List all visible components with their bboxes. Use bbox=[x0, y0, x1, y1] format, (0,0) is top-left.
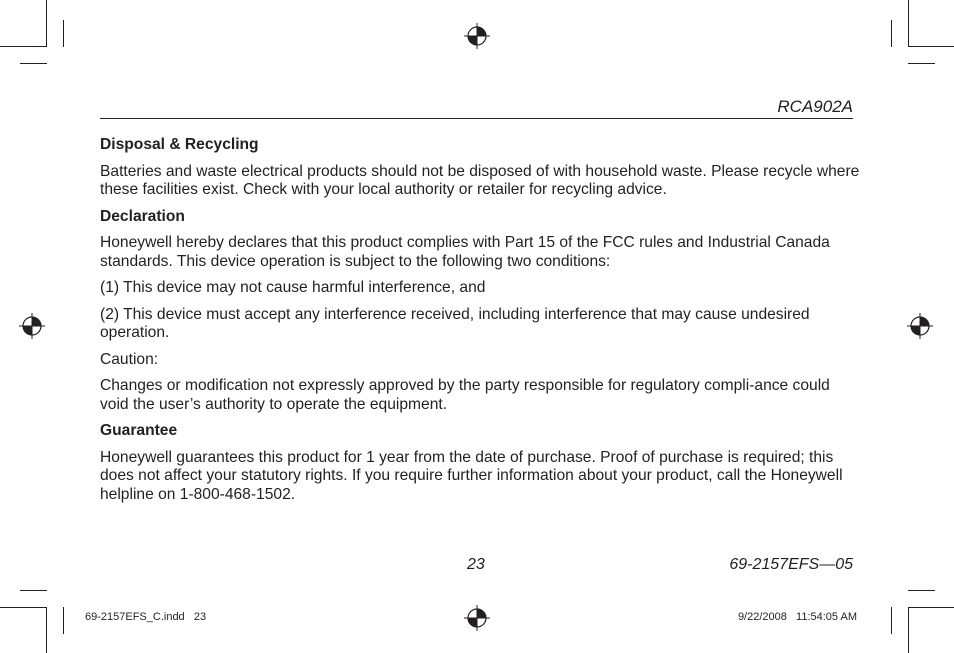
crop-mark bbox=[63, 20, 64, 47]
crop-mark bbox=[891, 20, 892, 47]
crop-mark bbox=[46, 0, 47, 47]
slug-filename: 69-2157EFS_C.indd 23 bbox=[85, 611, 207, 623]
page-number: 23 bbox=[467, 556, 485, 573]
slug-timestamp: 9/22/2008 11:54:05 AM bbox=[737, 611, 857, 623]
registration-mark-icon bbox=[464, 605, 490, 631]
crop-mark bbox=[0, 46, 46, 47]
crop-mark bbox=[908, 63, 935, 64]
registration-mark-icon bbox=[464, 23, 490, 49]
document-number: 69-2157EFS—05 bbox=[729, 556, 853, 573]
crop-mark bbox=[908, 46, 954, 47]
crop-mark bbox=[891, 607, 892, 634]
crop-mark bbox=[63, 607, 64, 634]
section-heading-guarantee: Guarantee bbox=[100, 422, 178, 439]
crop-mark bbox=[0, 607, 46, 608]
crop-mark bbox=[20, 590, 47, 591]
crop-mark bbox=[46, 607, 47, 653]
declaration-condition-2: (2) This device must accept any interference received, including interference that may cause undesired operation. bbox=[100, 305, 810, 341]
guarantee-paragraph: Honeywell guarantees this product for 1 year from the date of purchase. Proof of purchase is required; this does not affect your statutory rights. If you require further information about your product, call the Honeywell helpline on 1-800-468-1502. bbox=[100, 448, 843, 503]
section-heading-declaration: Declaration bbox=[100, 207, 185, 225]
section-heading-disposal: Disposal & Recycling bbox=[100, 136, 259, 153]
crop-mark bbox=[908, 0, 909, 47]
disposal-paragraph: Batteries and waste electrical products should not be disposed of with household waste. Please recycle where these facilities exist. Check with your local authority or retailer for recycling advice. bbox=[100, 162, 860, 198]
crop-mark bbox=[908, 590, 935, 591]
registration-mark-icon bbox=[19, 313, 45, 339]
page-content bbox=[100, 136, 860, 512]
crop-mark bbox=[908, 607, 909, 653]
declaration-paragraph: Honeywell hereby declares that this product complies with Part 15 of the FCC rules and Industrial Canada standards. This device operation is subject to the following two conditions: bbox=[100, 234, 830, 270]
crop-mark bbox=[908, 607, 954, 608]
header-rule bbox=[100, 118, 853, 119]
declaration-condition-1: (1) This device may not cause harmful interference, and bbox=[100, 279, 486, 296]
registration-mark-icon bbox=[907, 313, 933, 339]
model-number: RCA902A bbox=[777, 97, 853, 116]
caution-paragraph: Changes or modification not expressly approved by the party responsible for regulatory compli-ance could void the user’s authority to operate the equipment. bbox=[100, 377, 830, 413]
caution-label: Caution: bbox=[100, 350, 159, 368]
crop-mark bbox=[20, 63, 47, 64]
